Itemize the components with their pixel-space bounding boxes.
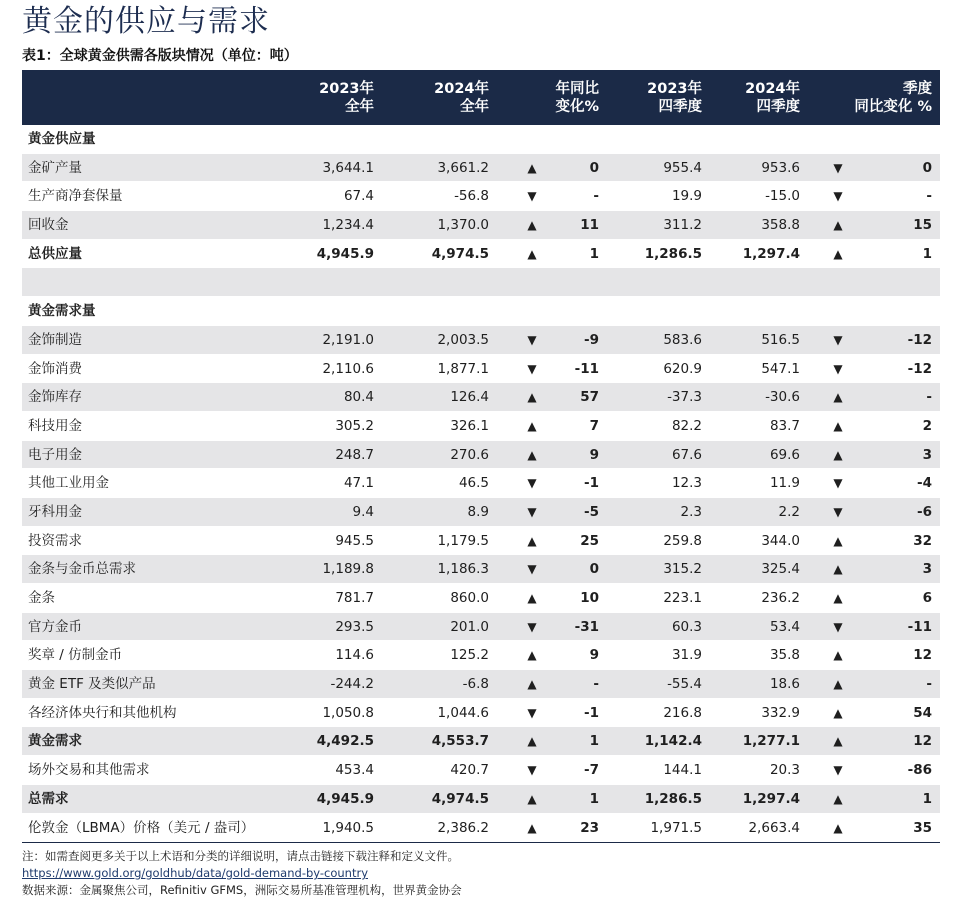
arrow-up-icon: ▲ bbox=[833, 246, 843, 261]
cell-v3: 82.2 bbox=[671, 417, 702, 434]
cell-v2: 1,186.3 bbox=[437, 561, 489, 578]
cell-v4: 2,663.4 bbox=[748, 819, 800, 836]
cell-v1: 305.2 bbox=[335, 417, 374, 434]
cell-v4: 1,277.1 bbox=[742, 733, 800, 750]
arrow-up-icon: ▲ bbox=[527, 418, 537, 433]
cell-p2: -12 bbox=[907, 360, 932, 377]
cell-v3: 311.2 bbox=[663, 217, 702, 234]
cell-v1: 9.4 bbox=[352, 503, 374, 520]
row-label: 奖章 / 仿制金币 bbox=[28, 647, 123, 664]
cell-v1: 4,492.5 bbox=[316, 733, 374, 750]
cell-p2: 35 bbox=[913, 819, 932, 836]
cell-p2: 0 bbox=[922, 159, 932, 176]
arrow-up-icon: ▲ bbox=[527, 246, 537, 261]
cell-v3: 216.8 bbox=[663, 704, 702, 721]
supply-demand-table bbox=[22, 70, 940, 842]
arrow-up-icon: ▲ bbox=[527, 791, 537, 806]
row-label: 金矿产量 bbox=[28, 159, 82, 176]
cell-p2: 1 bbox=[922, 245, 932, 262]
row-label: 投资需求 bbox=[28, 532, 82, 549]
arrow-down-icon: ▼ bbox=[527, 504, 537, 519]
table-row bbox=[22, 555, 940, 584]
arrow-up-icon: ▲ bbox=[833, 447, 843, 462]
total-row bbox=[22, 727, 940, 756]
cell-v2: 1,179.5 bbox=[437, 532, 489, 549]
table-body bbox=[22, 125, 940, 842]
cell-v4: 325.4 bbox=[761, 561, 800, 578]
table-row bbox=[22, 756, 940, 785]
cell-v3: 1,142.4 bbox=[644, 733, 702, 750]
cell-p1: 23 bbox=[580, 819, 599, 836]
cell-v3: 1,286.5 bbox=[644, 790, 702, 807]
cell-v2: 4,553.7 bbox=[431, 733, 489, 750]
arrow-up-icon: ▲ bbox=[527, 677, 537, 692]
table-row bbox=[22, 355, 940, 384]
cell-v4: 2.2 bbox=[778, 503, 800, 520]
row-label: 金饰消费 bbox=[28, 360, 82, 377]
header-2024-q4: 2024年 四季度 bbox=[745, 81, 800, 115]
arrow-down-icon: ▼ bbox=[527, 562, 537, 577]
arrow-up-icon: ▲ bbox=[527, 734, 537, 749]
cell-p1: 0 bbox=[589, 159, 599, 176]
cell-v3: 60.3 bbox=[671, 618, 702, 635]
cell-p1: 1 bbox=[589, 245, 599, 262]
arrow-down-icon: ▼ bbox=[527, 476, 537, 491]
table-row bbox=[22, 469, 940, 498]
row-label: 其他工业用金 bbox=[28, 475, 109, 492]
arrow-up-icon: ▲ bbox=[527, 447, 537, 462]
row-label: 电子用金 bbox=[28, 446, 82, 463]
arrow-up-icon: ▲ bbox=[833, 591, 843, 605]
cell-v4: 332.9 bbox=[761, 704, 800, 721]
cell-v1: 4,945.9 bbox=[316, 790, 374, 807]
cell-v3: 67.6 bbox=[671, 446, 702, 463]
cell-v1: 67.4 bbox=[343, 188, 374, 205]
cell-v2: 126.4 bbox=[450, 389, 489, 406]
arrow-up-icon: ▲ bbox=[833, 390, 843, 405]
cell-v1: 1,940.5 bbox=[322, 819, 374, 836]
row-label: 金条与金币总需求 bbox=[28, 561, 136, 578]
section-row bbox=[22, 125, 940, 154]
table-row bbox=[22, 814, 940, 843]
header-2023-q4: 2023年 四季度 bbox=[647, 81, 702, 115]
row-label: 总需求 bbox=[28, 790, 69, 807]
cell-v2: 1,877.1 bbox=[437, 360, 489, 377]
cell-v2: 2,386.2 bbox=[437, 819, 489, 836]
cell-p2: 1 bbox=[922, 790, 932, 807]
cell-v2: 1,044.6 bbox=[437, 704, 489, 721]
cell-v2: 270.6 bbox=[450, 446, 489, 463]
table-row bbox=[22, 182, 940, 211]
cell-v3: 583.6 bbox=[663, 331, 702, 348]
row-label: 黄金供应量 bbox=[28, 131, 96, 147]
cell-v1: 1,050.8 bbox=[322, 704, 374, 721]
cell-p1: 9 bbox=[589, 647, 599, 664]
cell-v4: 53.4 bbox=[769, 618, 800, 635]
cell-p2: -4 bbox=[917, 475, 932, 492]
arrow-up-icon: ▲ bbox=[833, 791, 843, 806]
cell-v4: 236.2 bbox=[761, 590, 800, 606]
cell-v1: 1,189.8 bbox=[322, 561, 374, 578]
cell-v3: 620.9 bbox=[663, 360, 702, 377]
arrow-up-icon: ▲ bbox=[833, 218, 843, 233]
cell-v3: 223.1 bbox=[663, 590, 702, 606]
source-text: 数据来源：金属聚焦公司，Refinitiv GFMS，洲际交易所基准管理机构，世界黄金协会 bbox=[22, 883, 462, 897]
cell-v3: 31.9 bbox=[671, 647, 702, 664]
cell-v1: 248.7 bbox=[335, 446, 374, 463]
cell-v3: -55.4 bbox=[667, 676, 702, 693]
cell-v2: 1,370.0 bbox=[437, 217, 489, 234]
cell-p1: -7 bbox=[584, 762, 599, 779]
table-row bbox=[22, 498, 940, 527]
cell-p2: - bbox=[926, 676, 932, 693]
table-row bbox=[22, 699, 940, 728]
row-label: 黄金 ETF 及类似产品 bbox=[28, 676, 156, 693]
cell-p2: 15 bbox=[913, 217, 932, 234]
page-title: 黄金的供应与需求 bbox=[22, 4, 270, 39]
cell-p1: -31 bbox=[574, 618, 599, 635]
cell-v3: 955.4 bbox=[663, 159, 702, 176]
cell-p2: - bbox=[926, 389, 932, 406]
cell-v4: 20.3 bbox=[769, 762, 800, 779]
row-label: 黄金需求 bbox=[28, 733, 82, 750]
cell-v4: 83.7 bbox=[769, 417, 800, 434]
arrow-down-icon: ▼ bbox=[833, 504, 843, 519]
arrow-up-icon: ▲ bbox=[833, 677, 843, 692]
cell-v3: 144.1 bbox=[663, 762, 702, 779]
cell-v2: 4,974.5 bbox=[431, 245, 489, 262]
cell-v4: -15.0 bbox=[765, 188, 800, 205]
cell-v1: 1,234.4 bbox=[322, 217, 374, 234]
arrow-down-icon: ▼ bbox=[527, 361, 537, 376]
cell-v1: 47.1 bbox=[343, 475, 374, 492]
cell-v4: -30.6 bbox=[765, 389, 800, 406]
table-row bbox=[22, 641, 940, 670]
cell-v4: 516.5 bbox=[761, 331, 800, 348]
table-row bbox=[22, 412, 940, 441]
row-label: 黄金需求量 bbox=[28, 303, 96, 320]
row-label: 金条 bbox=[28, 590, 55, 606]
cell-p1: 10 bbox=[580, 590, 599, 606]
cell-v2: 3,661.2 bbox=[437, 159, 489, 176]
cell-v1: 2,191.0 bbox=[322, 331, 374, 348]
cell-p2: -11 bbox=[907, 618, 932, 635]
table-row bbox=[22, 441, 940, 470]
cell-v1: 114.6 bbox=[335, 647, 374, 664]
cell-p2: 12 bbox=[913, 733, 932, 750]
cell-v2: 46.5 bbox=[458, 475, 489, 492]
arrow-up-icon: ▲ bbox=[833, 734, 843, 749]
row-label: 金饰制造 bbox=[28, 331, 82, 348]
arrow-down-icon: ▼ bbox=[527, 332, 537, 347]
cell-p1: 7 bbox=[589, 417, 599, 434]
arrow-up-icon: ▲ bbox=[527, 648, 537, 663]
cell-v4: 1,297.4 bbox=[742, 245, 800, 262]
cell-p1: 0 bbox=[589, 561, 599, 578]
cell-p1: 57 bbox=[580, 389, 599, 406]
cell-p1: -5 bbox=[584, 503, 599, 520]
row-label: 各经济体央行和其他机构 bbox=[28, 704, 177, 721]
cell-p1: -1 bbox=[584, 704, 599, 721]
row-label: 生产商净套保量 bbox=[28, 188, 123, 205]
cell-p2: -86 bbox=[907, 762, 932, 779]
cell-v1: 4,945.9 bbox=[316, 245, 374, 262]
cell-v2: 201.0 bbox=[450, 618, 489, 635]
arrow-up-icon: ▲ bbox=[833, 562, 843, 577]
footnotes bbox=[22, 848, 462, 899]
cell-p2: 6 bbox=[922, 590, 932, 606]
cell-v4: 18.6 bbox=[769, 676, 800, 693]
cell-v1: 80.4 bbox=[343, 389, 374, 406]
header-q4-yoy-change: 季度 同比变化 % bbox=[854, 81, 932, 115]
cell-v4: 358.8 bbox=[761, 217, 800, 234]
arrow-down-icon: ▼ bbox=[833, 189, 843, 204]
cell-v3: 1,286.5 bbox=[644, 245, 702, 262]
cell-p2: 3 bbox=[922, 446, 932, 463]
table-row bbox=[22, 383, 940, 412]
cell-v1: 293.5 bbox=[335, 618, 374, 635]
arrow-up-icon: ▲ bbox=[833, 648, 843, 663]
cell-v3: 259.8 bbox=[663, 532, 702, 549]
cell-v3: 2.3 bbox=[680, 503, 702, 520]
arrow-up-icon: ▲ bbox=[527, 160, 537, 175]
source-link[interactable]: https://www.gold.org/goldhub/data/gold-demand-by-country bbox=[22, 866, 368, 880]
cell-p2: -12 bbox=[907, 331, 932, 348]
header-2024-full-year: 2024年 全年 bbox=[434, 81, 489, 115]
cell-v4: 953.6 bbox=[761, 159, 800, 176]
cell-p1: 1 bbox=[589, 790, 599, 807]
cell-p1: -9 bbox=[584, 331, 599, 348]
arrow-up-icon: ▲ bbox=[527, 533, 537, 548]
arrow-up-icon: ▲ bbox=[833, 820, 843, 835]
cell-p1: - bbox=[593, 676, 599, 693]
cell-v3: 19.9 bbox=[671, 188, 702, 205]
arrow-up-icon: ▲ bbox=[527, 218, 537, 233]
arrow-up-icon: ▲ bbox=[833, 418, 843, 433]
arrow-down-icon: ▼ bbox=[833, 160, 843, 175]
cell-p1: 9 bbox=[589, 446, 599, 463]
cell-v2: 2,003.5 bbox=[437, 331, 489, 348]
row-label: 伦敦金（LBMA）价格（美元 / 盎司） bbox=[28, 819, 255, 836]
cell-p1: 25 bbox=[580, 532, 599, 549]
header-yoy-change: 年同比 变化% bbox=[555, 81, 599, 115]
cell-v2: -56.8 bbox=[454, 188, 489, 205]
row-label: 场外交易和其他需求 bbox=[28, 762, 150, 779]
cell-p2: 32 bbox=[913, 532, 932, 549]
arrow-up-icon: ▲ bbox=[527, 390, 537, 405]
table-row bbox=[22, 326, 940, 355]
spacer-row bbox=[22, 268, 940, 297]
cell-v2: 4,974.5 bbox=[431, 790, 489, 807]
table-bottom-rule bbox=[22, 842, 940, 843]
cell-v2: 125.2 bbox=[450, 647, 489, 664]
cell-p2: 3 bbox=[922, 561, 932, 578]
cell-p2: 54 bbox=[913, 704, 932, 721]
row-label: 官方金币 bbox=[28, 618, 82, 635]
cell-v2: 8.9 bbox=[467, 503, 489, 520]
arrow-down-icon: ▼ bbox=[527, 619, 537, 634]
cell-p1: -1 bbox=[584, 475, 599, 492]
cell-p1: - bbox=[593, 188, 599, 205]
cell-p1: 1 bbox=[589, 733, 599, 750]
cell-v1: 453.4 bbox=[335, 762, 374, 779]
cell-p1: -11 bbox=[574, 360, 599, 377]
table-row bbox=[22, 584, 940, 613]
arrow-up-icon: ▲ bbox=[833, 533, 843, 548]
row-label: 总供应量 bbox=[28, 245, 82, 262]
cell-v4: 11.9 bbox=[769, 475, 800, 492]
table-row bbox=[22, 211, 940, 240]
arrow-down-icon: ▼ bbox=[527, 705, 537, 720]
cell-v3: 315.2 bbox=[663, 561, 702, 578]
cell-v2: 860.0 bbox=[450, 590, 489, 606]
cell-v4: 344.0 bbox=[761, 532, 800, 549]
row-label: 牙科用金 bbox=[28, 503, 82, 520]
table-row bbox=[22, 527, 940, 556]
table-row bbox=[22, 154, 940, 183]
cell-v2: -6.8 bbox=[462, 676, 489, 693]
cell-p2: 12 bbox=[913, 647, 932, 664]
row-label: 科技用金 bbox=[28, 417, 82, 434]
table-caption: 表1：全球黄金供需各版块情况（单位：吨） bbox=[22, 48, 298, 64]
arrow-down-icon: ▼ bbox=[833, 763, 843, 778]
cell-p1: 11 bbox=[580, 217, 599, 234]
cell-v2: 326.1 bbox=[450, 417, 489, 434]
section-row bbox=[22, 297, 940, 326]
header-2023-full-year: 2023年 全年 bbox=[319, 81, 374, 115]
cell-p2: 2 bbox=[922, 417, 932, 434]
cell-v3: -37.3 bbox=[667, 389, 702, 406]
cell-v2: 420.7 bbox=[450, 762, 489, 779]
cell-v4: 1,297.4 bbox=[742, 790, 800, 807]
table-header bbox=[22, 70, 940, 125]
total-row bbox=[22, 785, 940, 814]
cell-v1: 945.5 bbox=[335, 532, 374, 549]
arrow-down-icon: ▼ bbox=[833, 332, 843, 347]
row-label: 回收金 bbox=[28, 217, 69, 234]
cell-v1: 2,110.6 bbox=[322, 360, 374, 377]
arrow-down-icon: ▼ bbox=[527, 189, 537, 204]
cell-v1: -244.2 bbox=[330, 676, 374, 693]
arrow-down-icon: ▼ bbox=[833, 619, 843, 634]
arrow-down-icon: ▼ bbox=[833, 476, 843, 491]
arrow-down-icon: ▼ bbox=[833, 361, 843, 376]
cell-v1: 3,644.1 bbox=[322, 159, 374, 176]
table-row bbox=[22, 613, 940, 642]
cell-p2: -6 bbox=[917, 503, 932, 520]
total-row bbox=[22, 240, 940, 269]
cell-p2: - bbox=[926, 188, 932, 205]
cell-v3: 1,971.5 bbox=[650, 819, 702, 836]
arrow-up-icon: ▲ bbox=[527, 820, 537, 835]
cell-v4: 69.6 bbox=[769, 446, 800, 463]
cell-v3: 12.3 bbox=[671, 475, 702, 492]
row-label: 金饰库存 bbox=[28, 389, 82, 406]
arrow-down-icon: ▼ bbox=[527, 763, 537, 778]
note-text: 注：如需查阅更多关于以上术语和分类的详细说明，请点击链接下载注释和定义文件。 bbox=[22, 849, 459, 863]
cell-v4: 547.1 bbox=[761, 360, 800, 377]
table-row bbox=[22, 670, 940, 699]
arrow-up-icon: ▲ bbox=[833, 705, 843, 720]
cell-v1: 781.7 bbox=[335, 590, 374, 606]
cell-v4: 35.8 bbox=[769, 647, 800, 664]
arrow-up-icon: ▲ bbox=[527, 591, 537, 605]
